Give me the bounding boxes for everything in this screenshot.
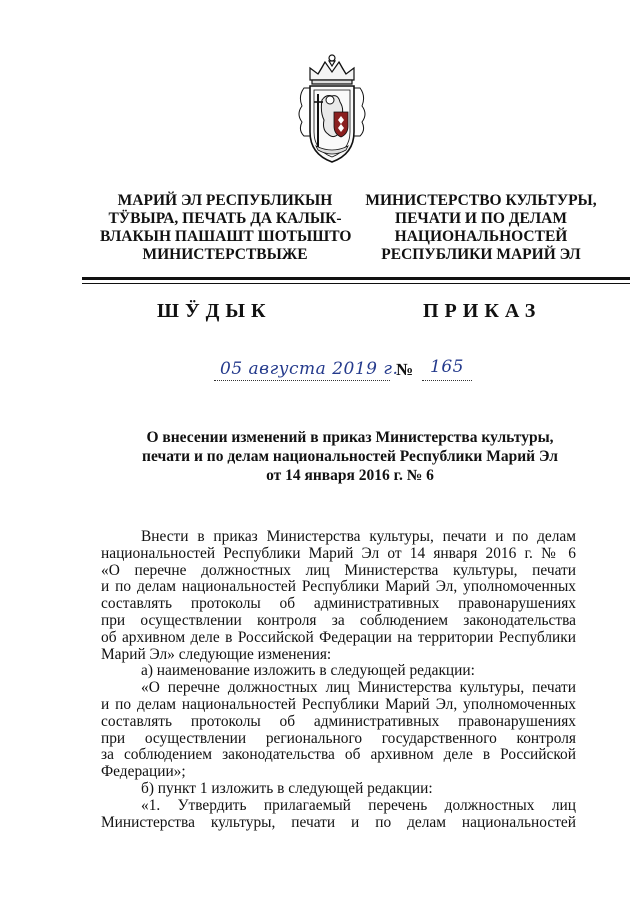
body-line: «О перечне должностных лиц Министерства культуры, печати (141, 680, 576, 697)
header-left-line: ТӰВЫРА, ПЕЧАТЬ ДА КАЛЫК- (108, 210, 342, 227)
body-line: и по делам национальностей Республики Марий Эл, уполномоченных (101, 579, 576, 596)
header-right-line: НАЦИОНАЛЬНОСТЕЙ (394, 228, 568, 245)
body-line: «1. Утвердить прилагаемый перечень должностных лиц (141, 797, 576, 814)
title-line: печати и по делам национальностей Республики Марий Эл (142, 448, 558, 465)
header-russian-ministry-name (356, 192, 606, 264)
header-left-line: ВЛАКЫН ПАШАШТ ШОТЫШТО (100, 228, 352, 245)
body-line: национальностей Республики Марий Эл от 14 января 2016 г. № 6 (101, 545, 576, 562)
handwritten-number: 165 (430, 357, 464, 377)
doc-kind-mari: ШӰДЫК (157, 300, 272, 322)
body-line: Федерации»; (101, 764, 186, 781)
date-underline (214, 380, 390, 381)
number-underline (422, 380, 472, 381)
header-right-line: МИНИСТЕРСТВО КУЛЬТУРЫ, (365, 192, 597, 209)
body-line: об архивном деле в Российской Федерации на территории Республики (101, 629, 576, 646)
body-line: составлять протоколы об административных правонарушениях (101, 713, 576, 730)
doc-kind-russian: ПРИКАЗ (423, 300, 542, 322)
body-line: б) пункт 1 изложить в следующей редакции: (141, 780, 433, 797)
body-line: Министерства культуры, печати и по делам национальностей (101, 814, 576, 831)
body-line: Марий Эл» следующие изменения: (101, 646, 332, 663)
handwritten-date: 05 августа 2019 г. (220, 359, 399, 379)
header-mari-ministry-name (100, 192, 350, 264)
title-line: О внесении изменений в приказ Министерства культуры, (146, 429, 554, 446)
header-left-line: МАРИЙ ЭЛ РЕСПУБЛИКЫН (117, 192, 333, 209)
body-line: а) наименование изложить в следующей редакции: (141, 663, 475, 680)
coat-of-arms-icon (296, 50, 368, 166)
header-right-line: ПЕЧАТИ И ПО ДЕЛАМ (395, 210, 567, 227)
header-right-line: РЕСПУБЛИКИ МАРИЙ ЭЛ (381, 246, 581, 263)
number-sign: № (396, 360, 414, 379)
body-line: составлять протоколы об административных правонарушениях (101, 596, 576, 613)
body-line: «О перечне должностных лиц Министерства культуры, печати (101, 562, 576, 579)
body-line: при осуществлении регионального государственного контроля (101, 730, 576, 747)
header-rule-thin (82, 283, 630, 284)
order-title (100, 428, 600, 485)
header-rule-thick (82, 277, 630, 280)
body-line: при осуществлении контроля за соблюдением законодательства (101, 612, 576, 629)
body-line: за соблюдением законодательства об архивном деле в Российской (101, 747, 576, 764)
order-body (101, 529, 576, 831)
header-left-line: МИНИСТЕРСТВЫЖЕ (142, 246, 308, 263)
title-line: от 14 января 2016 г. № 6 (266, 467, 434, 484)
body-line: и по делам национальностей Республики Марий Эл, уполномоченных (101, 696, 576, 713)
body-line: Внести в приказ Министерства культуры, печати и по делам (141, 529, 576, 545)
date-number-line (200, 356, 500, 388)
